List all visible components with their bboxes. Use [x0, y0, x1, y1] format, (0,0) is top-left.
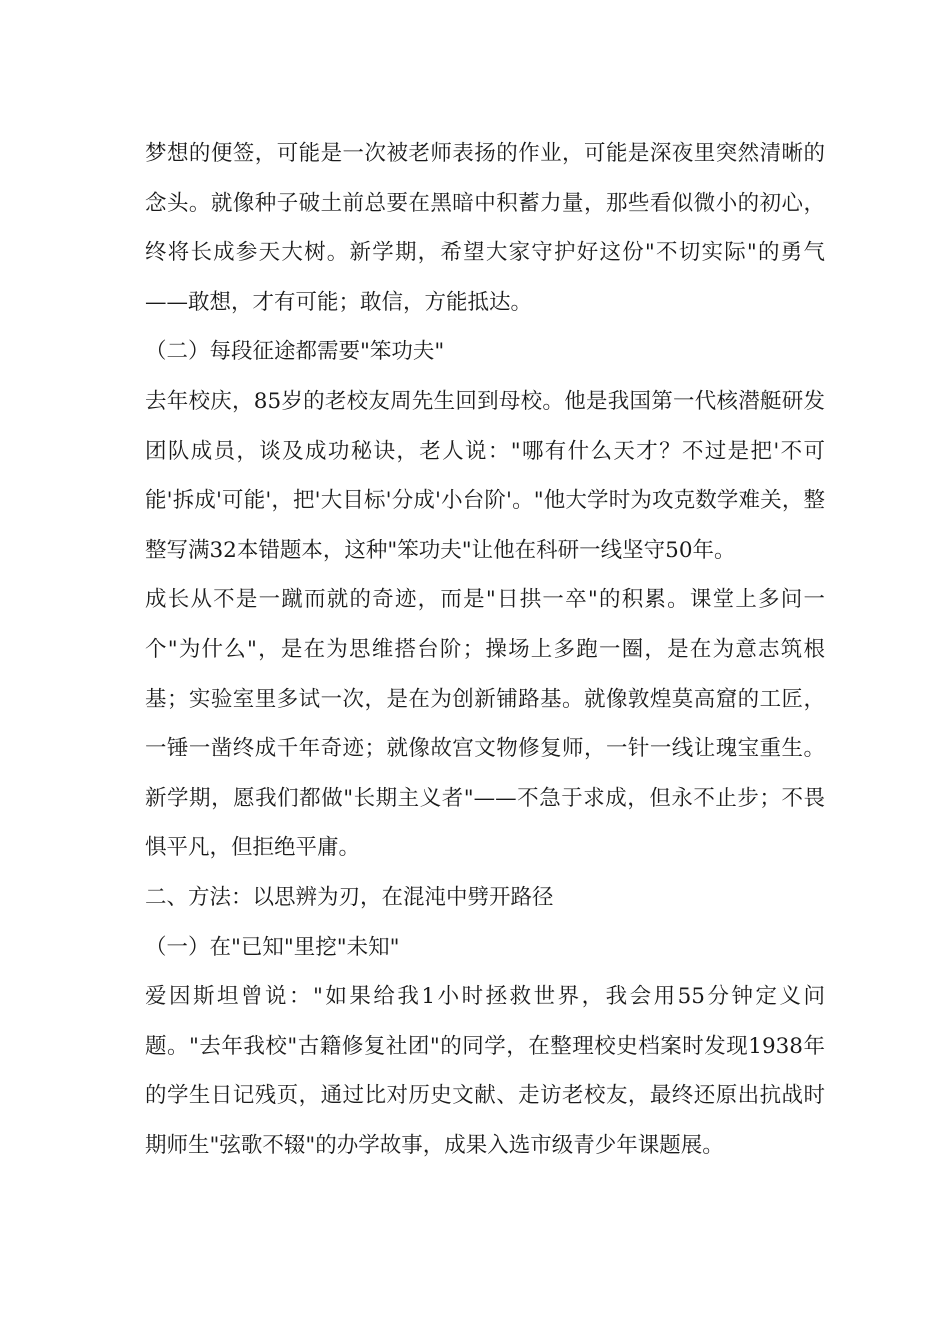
paragraph-einstein: 爱因斯坦曾说："如果给我1小时拯救世界，我会用55分钟定义问题。"去年我校"古籍修复社团"的同学，在整理校史档案时发现1938年的学生日记残页，通过比对历史文献、走访老校友，最终还原出抗战时期师生"弦歌不辍"的办学故事，成果入选市级青少年课题展。	[145, 984, 825, 1158]
subheading-known-unknown: （一）在"已知"里挖"未知"	[145, 934, 400, 960]
paragraph-dream-note: 梦想的便签，可能是一次被老师表扬的作业，可能是深夜里突然清晰的念头。就像种子破土前总要在黑暗中积蓄力量，那些看似微小的初心，终将长成参天大树。新学期，希望大家守护好这份"不切实际"的勇气——敢想，才有可能；敢信，方能抵达。	[145, 141, 825, 315]
paragraph-accumulation: 成长从不是一蹴而就的奇迹，而是"日拱一卒"的积累。课堂上多问一个"为什么"，是在为思维搭台阶；操场上多跑一圈，是在为意志筑根基；实验室里多试一次，是在为创新铺路基。就像敦煌莫高窟的工匠，一锤一凿终成千年奇迹；就像故宫文物修复师，一针一线让瑰宝重生。新学期，愿我们都做"长期主义者"——不急于求成，但永不止步；不畏惧平凡，但拒绝平庸。	[145, 587, 825, 861]
paragraph-alumni-story: 去年校庆，85岁的老校友周先生回到母校。他是我国第一代核潜艇研发团队成员，谈及成功秘诀，老人说："哪有什么天才？不过是把'不可能'拆成'可能'，把'大目标'分成'小台阶'。"他大学时为攻克数学难关，整整写满32本错题本，这种"笨功夫"让他在科研一线坚守50年。	[145, 388, 825, 563]
subheading-hard-work: （二）每段征途都需要"笨功夫"	[145, 339, 445, 365]
section-heading-method: 二、方法：以思辨为刃，在混沌中劈开路径	[145, 884, 554, 910]
document-body	[145, 129, 825, 1170]
